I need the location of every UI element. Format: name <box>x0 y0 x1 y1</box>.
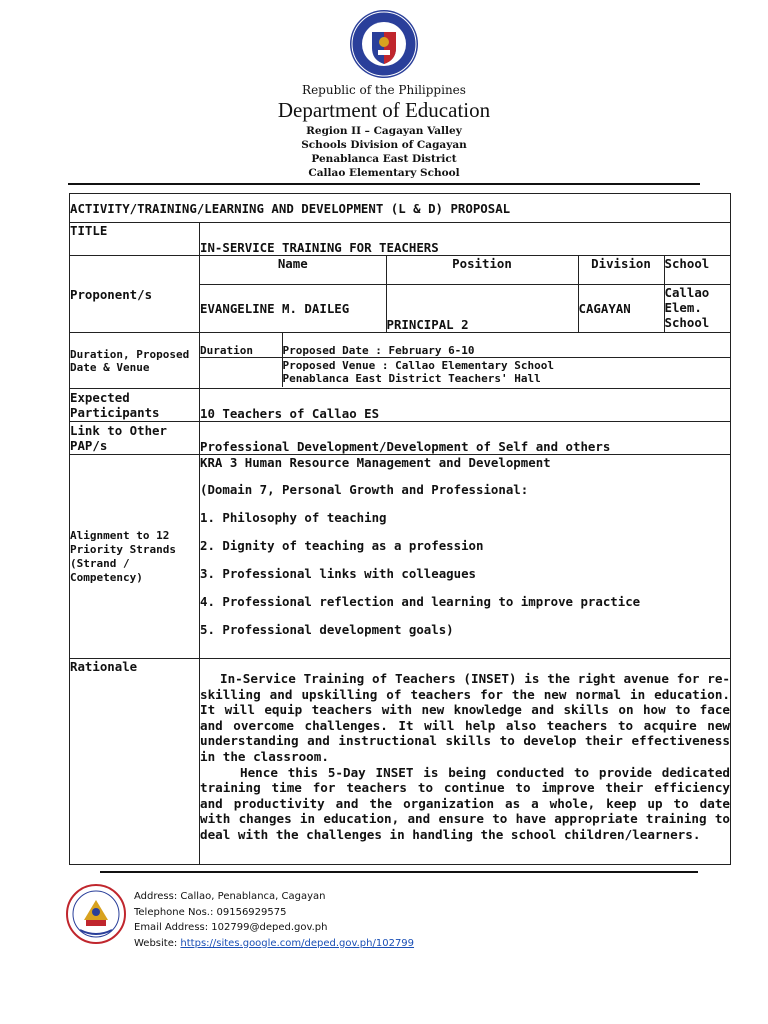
division-text: Schools Division of Cagayan <box>301 139 467 151</box>
duration-cell <box>200 333 731 389</box>
school-logo <box>66 884 126 944</box>
col-division-header: Division <box>578 256 664 284</box>
footer-email: Email Address: 102799@deped.gov.ph <box>134 922 328 933</box>
proponent-school: Callao Elem. School <box>664 284 731 332</box>
republic-text: Republic of the Philippines <box>302 83 466 97</box>
alignment-item: 2. Dignity of teaching as a profession <box>200 538 484 553</box>
alignment-content <box>200 455 731 659</box>
col-name-header: Name <box>200 256 386 284</box>
region-text: Region II – Cagayan Valley <box>306 125 462 137</box>
alignment-item: 5. Professional development goals) <box>200 622 454 637</box>
district-text: Penablanca East District <box>311 153 457 165</box>
proponents-cell <box>200 256 731 333</box>
duration-table <box>200 333 730 387</box>
proponent-division: CAGAYAN <box>578 284 664 332</box>
duration-label: Duration, Proposed Date & Venue <box>70 333 200 389</box>
proponents-table <box>200 256 731 332</box>
alignment-label: Alignment to 12 Priority Strands (Strand / Competency) <box>70 455 200 659</box>
domain-text: (Domain 7, Personal Growth and Professional: <box>200 482 529 497</box>
duration-empty-cell <box>200 357 282 387</box>
proposed-date: Proposed Date : February 6-10 <box>282 333 730 357</box>
proposal-form-table <box>69 193 731 865</box>
proposed-venue-line-2: Penablanca East District Teachers' Hall <box>282 371 541 385</box>
footer-telephone: Telephone Nos.: 09156929575 <box>134 906 287 918</box>
proposed-venue-line-1: Proposed Venue : Callao Elementary School <box>282 358 555 372</box>
proponent-position: PRINCIPAL 2 <box>386 284 578 332</box>
school-text: Callao Elementary School <box>308 167 460 179</box>
proponent-name: EVANGELINE M. DAILEG <box>200 284 386 332</box>
pap-label: Link to Other PAP/s <box>70 422 200 455</box>
pap-value: Professional Development/Development of Self and others <box>200 422 731 455</box>
participants-label: Expected Participants <box>70 389 200 422</box>
alignment-item: 4. Professional reflection and learning to improve practice <box>200 594 641 609</box>
proponents-label: Proponent/s <box>70 256 200 333</box>
rationale-paragraph-2: Hence this 5-Day INSET is being conducted to provide dedicated training time for teachers to continue to improve their efficiency and productivity and the organization as a whole, keep up to date with changes in education, and ensure to have appropriate training to deal with the challenges in handling the school children/learners. <box>200 764 731 842</box>
alignment-item: 1. Philosophy of teaching <box>200 510 387 525</box>
title-value: IN-SERVICE TRAINING FOR TEACHERS <box>200 223 731 256</box>
header-rule <box>68 183 700 185</box>
participants-value: 10 Teachers of Callao ES <box>200 389 731 422</box>
footer-contact <box>134 889 414 951</box>
rationale-content <box>200 659 731 865</box>
deped-seal-logo <box>348 8 420 80</box>
rationale-label: Rationale <box>70 659 200 865</box>
alignment-item: 3. Professional links with colleagues <box>200 566 477 581</box>
duration-text: Duration <box>200 333 282 357</box>
kra-text: KRA 3 Human Resource Management and Development <box>200 455 551 470</box>
proposed-venue <box>282 357 730 387</box>
footer-website <box>134 936 414 952</box>
form-heading: ACTIVITY/TRAINING/LEARNING AND DEVELOPMENT (L & D) PROPOSAL <box>70 194 731 223</box>
title-label: TITLE <box>70 223 200 256</box>
website-link[interactable]: https://sites.google.com/deped.gov.ph/102799 <box>180 937 415 949</box>
footer-address: Address: Callao, Penablanca, Cagayan <box>134 891 326 902</box>
department-title: Department of Education <box>277 98 491 122</box>
rationale-paragraph-1: In-Service Training of Teachers (INSET) is the right avenue for re-skilling and upskilling of teachers for the new normal in education. It will equip teachers with new knowledge and skills on how to face and overcome challenges. It will help also teachers to acquire new understanding and instructional skills to develop their effectiveness in the classroom. <box>200 671 731 764</box>
website-label: Website: <box>134 937 181 949</box>
col-position-header: Position <box>386 256 578 284</box>
col-school-header: School <box>664 256 731 284</box>
footer-rule <box>100 871 698 873</box>
alignment-list <box>200 510 730 637</box>
